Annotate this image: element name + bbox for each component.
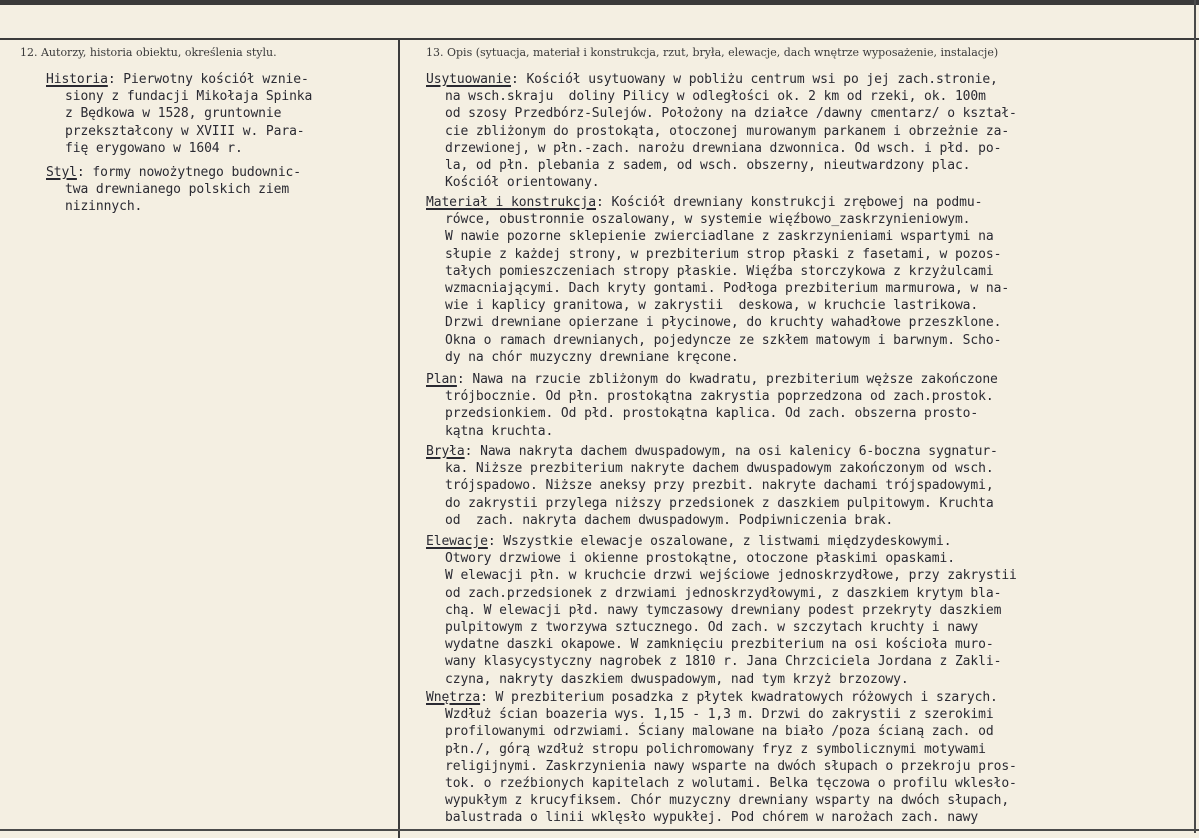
elewacje-line: czyna, nakryty daszkiem dwuspadowym, nad tym krzyż brzozowy. [445,671,909,687]
wnetrza-line: religijnymi. Zaskrzynienia nawy wsparte na dwóch słupach o przekroju pros- [445,758,1017,774]
wnetrza-line: profilowanymi odrzwiami. Ściany malowane na biało /poza ścianą zach. od [445,724,994,740]
material-line: rówce, obustronnie oszalowany, w systemie więźbowo_zaskrzynieniowym. [445,212,971,228]
material-line: słupie z każdej strony, w prezbiterium strop płaski z fasetami, w pozos- [445,246,1002,262]
historia-line: przekształcony w XVIII w. Para- [65,123,305,139]
wnetrza-first-line: Wnętrza: W prezbiterium posadzka z płytek kwadratowych różowych i szarych. [426,690,998,705]
bryla-line: ka. Niższe prezbiterium nakryte dachem dwuspadowym zakończonym od wsch. [445,461,994,477]
styl-section [46,164,301,216]
right-column-header: 13. Opis (sytuacja, materiał i konstrukcja, rzut, bryła, elewacje, dach wnętrze wyposażenie, instalacje) [426,46,999,59]
styl-first-line: Styl: formy nowożytnego budownic- [46,165,301,180]
material-line: dy na chór muzyczny drewniane kręcone. [445,349,739,365]
elewacje-line: pulpitowym z tworzywa sztucznego. Od zach. w szczytach kruchty i nawy [445,620,979,636]
plan-line: trójbocznie. Od płn. prostokątna zakrystia poprzedzona od zach.prostok. [445,389,994,405]
bryla-first-line: Bryła: Nawa nakryta dachem dwuspadowym, na osi kalenicy 6-boczna sygnatur- [426,444,998,459]
historia-section [46,71,312,157]
elewacje-label: Elewacje [426,534,488,549]
material-line: Drzwi drewniane opierzane i płycinowe, do kruchty wahadłowe przeszklone. [445,315,1002,331]
usytuowanie-first-line: Usytuowanie: Kościół usytuowany w pobliżu centrum wsi po jej zach.stronie, [426,72,998,87]
bryla-line: od zach. nakryta dachem dwuspadowym. Podpiwniczenia brak. [445,512,894,528]
elewacje-line: wany klasycystyczny nagrobek z 1810 r. Jana Chrzciciela Jordana z Zakli- [445,654,1002,670]
bryla-line: do zakrystii przylega niższy przedsionek z daszkiem pulpitowym. Kruchta [445,495,994,511]
styl-label: Styl [46,165,77,180]
usytuowanie-line: cie zbliżonym do prostokąta, otoczonej murowanym parkanem i obrzeżnie za- [445,123,1010,139]
wnetrza-line: tok. o rzeźbionych kapitelach z wolutami. Belka tęczowa o profilu wklesło- [445,776,1017,792]
column-divider [398,38,400,838]
elewacje-line: wydatne daszki okapowe. W zamknięciu prezbiterium na osi kościoła muro- [445,637,994,653]
usytuowanie-line: na wsch.skraju doliny Pilicy w odległości ok. 2 km od rzeki, ok. 100m [445,89,986,105]
historia-line: fię erygowano w 1604 r. [65,140,243,156]
historia-line: z Będkowa w 1528, gruntownie [65,106,282,122]
styl-line: nizinnych. [65,199,143,215]
plan-line: przedsionkiem. Od płd. prostokątna kaplica. Od zach. obszerna prosto- [445,406,979,422]
usytuowanie-line: drzewionej, w płn.-zach. narożu drewniana dzwonnica. Od wsch. i płd. po- [445,140,1002,156]
plan-section [426,371,998,440]
elewacje-line: Otwory drzwiowe i okienne prostokątne, otoczone płaskimi opaskami. [445,551,955,567]
wnetrza-line: płn./, górą wzdłuż stropu polichromowany fryz z symbolicznymi motywami [445,741,986,757]
historia-first-line: Historia: Pierwotny kościół wznie- [46,72,309,87]
material-label: Materiał i konstrukcja [426,195,596,210]
wnetrza-line: balustrada o linii wklęsło wypukłej. Pod chórem w narożach zach. nawy [445,810,979,826]
styl-line: twa drewnianego polskich ziem [65,182,290,198]
usytuowanie-line: la, od płn. plebania z sadem, od wsch. obszerny, nieutwardzony plac. [445,158,971,174]
material-section [426,194,1009,366]
material-line: W nawie pozorne sklepienie zwierciadlane z zaskrzynieniami wspartymi na [445,229,994,245]
elewacje-line: W elewacji płn. w kruchcie drzwi wejściowe jednoskrzydłowe, przy zakrystii [445,568,1017,584]
plan-first-line: Plan: Nawa na rzucie zbliżonym do kwadratu, prezbiterium węższe zakończone [426,372,998,387]
historia-label: Historia [46,72,108,87]
usytuowanie-label: Usytuowanie [426,72,511,87]
historia-line: sionу z fundacji Mikołaja Spinka [65,89,313,105]
usytuowanie-line: od szosy Przedbórz-Sulejów. Położony na działce /dawny cmentarz/ o kształ- [445,106,1017,122]
bryla-line: trójspadowo. Niższe aneksy przy prezbit. nakryte dachami trójspadowymi, [445,478,994,494]
wnetrza-line: Wzdłuż ścian boazeria wys. 1,15 - 1,3 m. Drzwi do zakrystii z szerokimi [445,707,994,723]
material-first-line: Materiał i konstrukcja: Kościół drewniany konstrukcji zrębowej na podmu- [426,195,983,210]
elewacje-section [426,533,1017,688]
usytuowanie-section [426,71,1017,191]
bryla-section [426,443,998,529]
elewacje-first-line: Elewacje: Wszystkie elewacje oszalowane, z listwami międzydeskowymi. [426,534,952,549]
top-edge [0,0,1199,5]
bryla-label: Bryła [426,444,465,459]
material-line: tałych pomieszczeniach stropy płaskie. Więźba storczykowa z krzyżulcami [445,263,994,279]
material-line: Okna o ramach drewnianych, pojedyncze ze szkłem matowym i barwnym. Scho- [445,332,1002,348]
usytuowanie-line: Kościół orientowany. [445,175,600,191]
material-line: wie i kaplicy granitowa, w zakrystii deskowa, w kruchcie lastrikowa. [445,298,979,314]
wnetrza-section [426,689,1017,827]
right-edge [1194,0,1196,833]
left-column-header: 12. Autorzy, historia obiektu, określenia stylu. [20,46,277,59]
bottom-edge [0,829,1199,831]
elewacje-line: chą. W elewacji płd. nawy tymczasowy drewniany podest przekryty daszkiem [445,602,1002,618]
header-divider [0,38,1199,40]
plan-line: kątna kruchta. [445,423,554,439]
plan-label: Plan [426,372,457,387]
material-line: wzmacniającymi. Dach kryty gontami. Podłoga prezbiterium marmurowa, w na- [445,281,1010,297]
wnetrza-label: Wnętrza [426,690,481,705]
wnetrza-line: wypukłym z krucyfiksem. Chór muzyczny drewniany wsparty na dwóch słupach, [445,793,1010,809]
elewacje-line: od zach.przedsionek z drzwiami jednoskrzydłowymi, z daszkiem krytym bla- [445,585,1002,601]
